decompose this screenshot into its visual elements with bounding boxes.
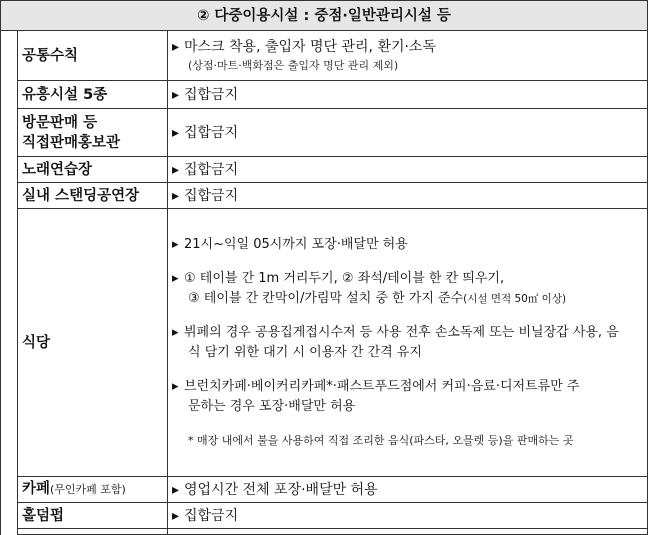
facility-rule: ▸ 21시~익일 05시까지 포장·배달만 허용 ▸ ① 테이블 간 1m 거리두기, ② 좌석/테이블 한 칸 띄우기, ③ 테이블 간 칸막이/가림막 설치 중 한 가지 준수(시설 면적 50㎡ 이상) ▸ 뷔페의 경우 공용집게접시수저 등 사용 전후 손소독제 또는 비닐장갑 사용, 음 식 담기 위한 대기 시 이용자 간 간격 유지 ▸ 브런치카페·베이커리카페*·패스트푸드점에서 커피·음료·디저트류만 주 문하는 경우 포장·배달만 허용 * 매장 내에서 불을 사용하여 직접 조리한 음식(파스타, 오믈렛 등)을 판매하는 곳 — [168, 209, 648, 477]
left-margin-cell — [1, 31, 18, 535]
bullet-icon: ▸ — [172, 481, 180, 498]
bullet-icon: ▸ — [172, 324, 179, 340]
table-header-row — [1, 1, 648, 31]
table-row — [1, 157, 648, 183]
table-title: ② 다중이용시설 : 중점·일반관리시설 등 — [1, 1, 648, 31]
table-row — [1, 529, 648, 535]
bullet-icon: ▸ — [172, 86, 180, 103]
facility-rule: ▸ 집합금지 — [168, 183, 648, 209]
facility-rule: ▸ 마스크 착용, 출입자 명단 관리, 환기·소독 (상점·마트·백화점은 출입자 명단 관리 제외) — [168, 31, 648, 81]
table-row — [1, 31, 648, 81]
rule-subnote: (상점·마트·백화점은 출입자 명단 관리 제외) — [188, 58, 399, 72]
facility-name: 유흥시설 5종 — [18, 81, 168, 109]
table-row — [1, 209, 648, 477]
facility-name: 카페(무인카페 포함) — [18, 477, 168, 503]
table-row — [1, 183, 648, 209]
cropped-cell — [168, 529, 648, 535]
facility-rule: ▸ 집합금지 — [168, 109, 648, 157]
bullet-icon: ▸ — [172, 507, 180, 524]
table-row — [1, 503, 648, 529]
bullet-icon: ▸ — [172, 124, 180, 141]
facility-rule: ▸ 집합금지 — [168, 503, 648, 529]
cropped-cell — [18, 529, 168, 535]
bullet-icon: ▸ — [172, 378, 179, 394]
bullet-icon: ▸ — [172, 187, 180, 204]
bullet-icon: ▸ — [172, 270, 179, 286]
table-row — [1, 109, 648, 157]
table-row — [1, 81, 648, 109]
facility-rule: ▸ 집합금지 — [168, 81, 648, 109]
bullet-icon: ▸ — [172, 161, 180, 178]
facility-rule: ▸ 집합금지 — [168, 157, 648, 183]
facility-name: 홀덤펍 — [18, 503, 168, 529]
facility-name: 식당 — [18, 209, 168, 477]
facility-rule: ▸ 영업시간 전체 포장·배달만 허용 — [168, 477, 648, 503]
facility-name: 노래연습장 — [18, 157, 168, 183]
facility-name: 방문판매 등 직접판매홍보관 — [18, 109, 168, 157]
bullet-icon: ▸ — [172, 236, 179, 252]
facility-name: 공통수칙 — [18, 31, 168, 81]
bullet-icon: ▸ — [172, 38, 180, 55]
facility-name: 실내 스탠딩공연장 — [18, 183, 168, 209]
table-row — [1, 477, 648, 503]
footnote: * 매장 내에서 불을 사용하여 직접 조리한 음식(파스타, 오믈렛 등)을 판매하는 곳 — [188, 433, 574, 447]
